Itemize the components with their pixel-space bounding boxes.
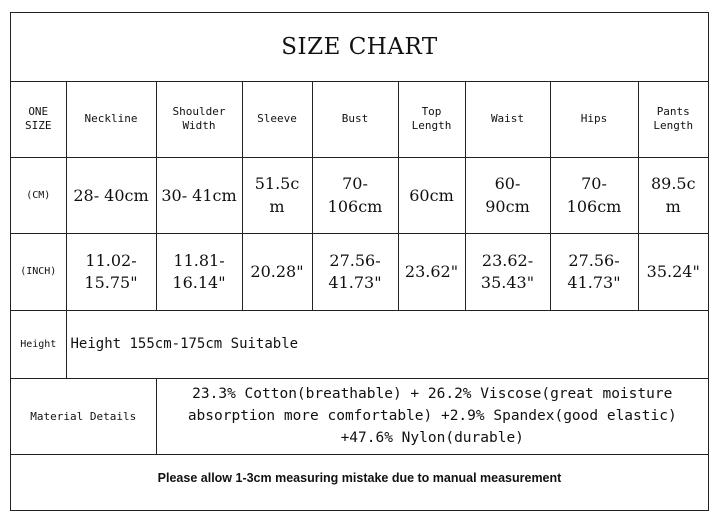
- inch-pants-length: 35.24": [638, 233, 708, 310]
- cm-hips: 70- 106cm: [550, 157, 638, 233]
- chart-title: SIZE CHART: [11, 13, 708, 82]
- inch-hips: 27.56- 41.73": [550, 233, 638, 310]
- cm-shoulder-width: 30- 41cm: [156, 157, 242, 233]
- cm-row: [11, 157, 708, 233]
- height-label: Height: [11, 310, 66, 378]
- size-chart: [10, 12, 709, 511]
- cm-top-length: 60cm: [398, 157, 465, 233]
- material-text: [156, 378, 708, 454]
- inch-neckline: 11.02- 15.75": [66, 233, 156, 310]
- height-row: [11, 310, 708, 378]
- cm-neckline: 28- 40cm: [66, 157, 156, 233]
- header-neckline: Neckline: [66, 81, 156, 157]
- material-line-3: +47.6% Nylon(durable): [340, 430, 524, 446]
- inch-sleeve: 20.28": [242, 233, 312, 310]
- header-shoulder-width: Shoulder Width: [156, 81, 242, 157]
- header-top-length: Top Length: [398, 81, 465, 157]
- header-hips: Hips: [550, 81, 638, 157]
- inch-bust: 27.56- 41.73": [312, 233, 398, 310]
- header-bust: Bust: [312, 81, 398, 157]
- material-label: Material Details: [11, 378, 156, 454]
- row-label-cm: (CM): [11, 157, 66, 233]
- row-label-inch: (INCH): [11, 233, 66, 310]
- height-text: Height 155cm-175cm Suitable: [66, 310, 708, 378]
- material-line-1: 23.3% Cotton(breathable) + 26.2% Viscose(great moisture: [192, 386, 673, 402]
- cm-waist: 60- 90cm: [465, 157, 550, 233]
- measurement-note: Please allow 1-3cm measuring mistake due to manual measurement: [157, 471, 562, 485]
- inch-row: [11, 233, 708, 310]
- material-row: [11, 378, 708, 454]
- header-sleeve: Sleeve: [242, 81, 312, 157]
- size-table: [11, 81, 708, 455]
- cm-pants-length: 89.5c m: [638, 157, 708, 233]
- inch-top-length: 23.62": [398, 233, 465, 310]
- inch-shoulder-width: 11.81- 16.14": [156, 233, 242, 310]
- cm-sleeve: 51.5c m: [242, 157, 312, 233]
- header-pants-length: Pants Length: [638, 81, 708, 157]
- cm-bust: 70- 106cm: [312, 157, 398, 233]
- material-line-2: absorption more comfortable) +2.9% Spandex(good elastic): [187, 408, 677, 424]
- header-waist: Waist: [465, 81, 550, 157]
- header-one-size: ONE SIZE: [11, 81, 66, 157]
- header-row: [11, 81, 708, 157]
- inch-waist: 23.62- 35.43": [465, 233, 550, 310]
